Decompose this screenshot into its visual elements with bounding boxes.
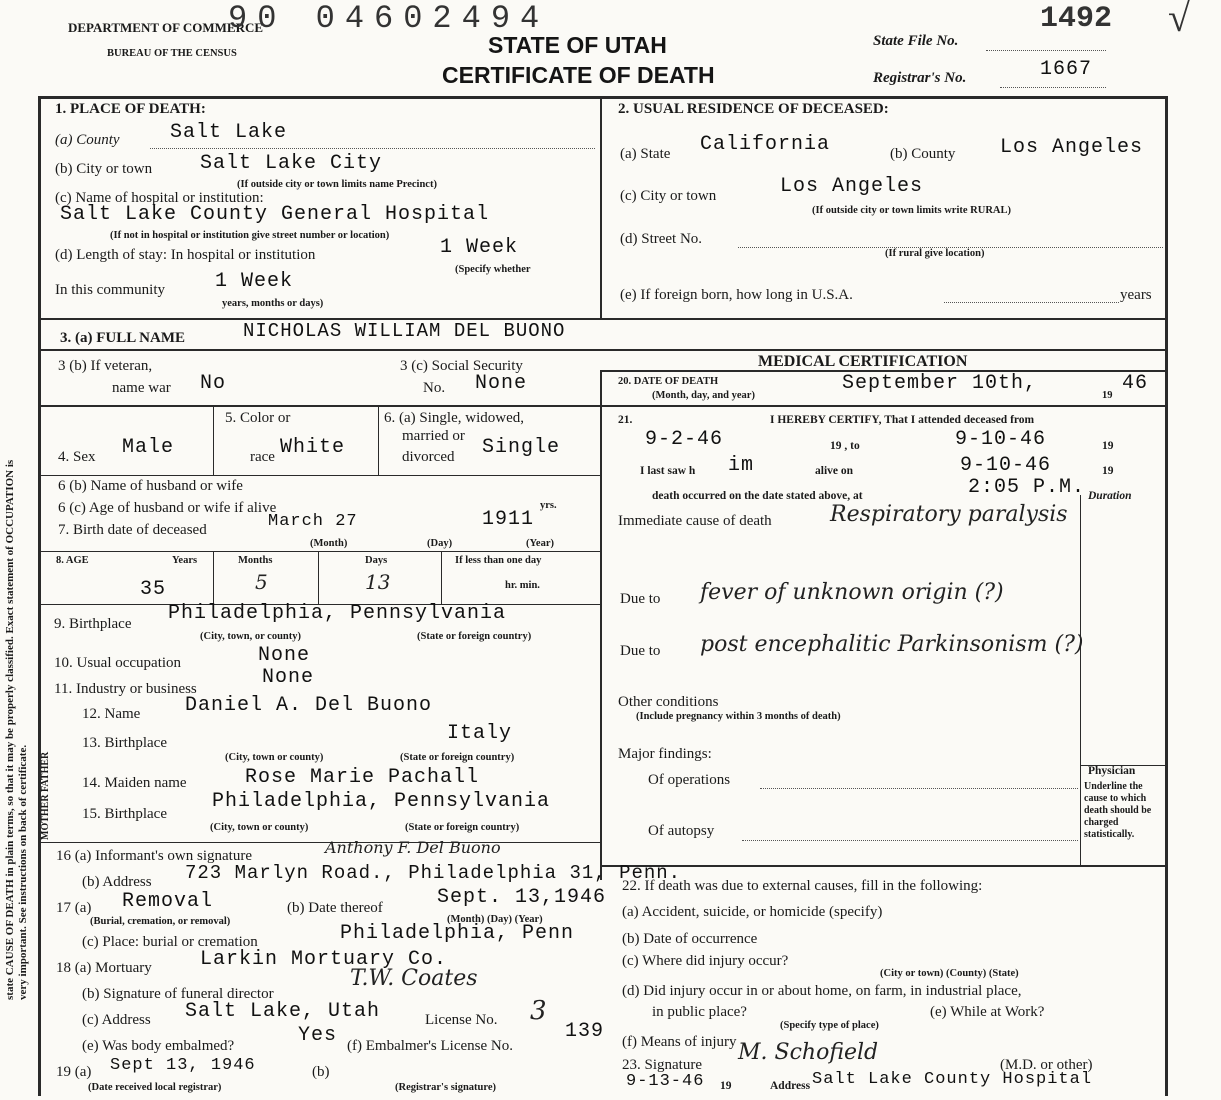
parents-side-label: MOTHER FATHER [40, 751, 51, 840]
dod-year-prefix: 19 [1102, 390, 1113, 401]
rule-below-dod [602, 405, 1165, 407]
age-years: 35 [140, 578, 167, 601]
sex-value: Male [122, 436, 175, 459]
res-foreign-unit: years [1120, 287, 1152, 303]
last-saw-label: I last saw h [640, 465, 696, 477]
dod-caption: (Month, day, and year) [652, 390, 755, 401]
immediate-label: Immediate cause of death [618, 513, 772, 529]
alive-label: alive on [815, 465, 854, 477]
res-city-note: (If outside city or town limits write RURAL) [812, 205, 1011, 216]
birth-label: 7. Birth date of deceased [58, 522, 207, 538]
certify-number: 21. [618, 414, 633, 426]
work-label: (e) While at Work? [930, 1004, 1045, 1020]
age-days: 13 [365, 570, 391, 594]
burial-date: Sept. 13,1946 [437, 886, 607, 909]
days-label: Days [365, 555, 388, 566]
stay-value: 1 Week [440, 236, 519, 259]
signature-year: 19 [720, 1080, 732, 1092]
res-city-value: Los Angeles [780, 175, 924, 198]
rule-above-external [602, 865, 1165, 867]
alive-year-suffix: 19 [1102, 465, 1114, 477]
marital-label-3: divorced [402, 449, 455, 465]
hr-min-label: hr. min. [505, 580, 540, 591]
received-caption: (Date received local registrar) [88, 1082, 222, 1093]
res-county-value: Los Angeles [1000, 136, 1144, 159]
embalmed-value: Yes [298, 1024, 338, 1047]
color-label-1: 5. Color or [225, 410, 291, 426]
immediate-cause: Respiratory paralysis [830, 502, 1068, 527]
mother-bp-value: Philadelphia, Pennsylvania [212, 790, 551, 813]
hospital-note: (If not in hospital or institution give street number or location) [110, 230, 390, 241]
spouse-age-unit: yrs. [540, 500, 557, 511]
burial-method: Removal [122, 890, 214, 913]
res-county-label: (b) County [890, 146, 956, 162]
marital-label-2: married or [402, 428, 465, 444]
month-caption: (Month) [310, 538, 348, 549]
color-value: White [280, 436, 346, 459]
res-state-value: California [700, 133, 831, 156]
veteran-value: No [200, 372, 227, 395]
father-bp-caption-city: (City, town or county) [225, 752, 324, 763]
res-city-label: (c) City or town [620, 188, 717, 204]
certify-text: I HEREBY CERTIFY, That I attended deceased from [770, 414, 1035, 426]
occurred-label: death occurred on the date stated above, at [652, 490, 863, 502]
means-label: (f) Means of injury [622, 1034, 737, 1050]
informant-signature: Anthony F. Del Buono [325, 838, 501, 857]
accident-label: (a) Accident, suicide, or homicide (specify) [622, 904, 883, 920]
dod-year: 46 [1122, 372, 1149, 395]
city-note: (If outside city or town limits name Precinct) [237, 179, 437, 190]
res-street-note: (If rural give location) [885, 248, 985, 259]
external-title: 22. If death was due to external causes, fill in the following: [622, 878, 983, 894]
city-value: Salt Lake City [200, 152, 383, 175]
due2-label: Due to [620, 643, 661, 659]
informant-sig-label: 16 (a) Informant's own signature [56, 848, 252, 864]
margin-note-2: very important. See instructions on back of certificate. [17, 744, 29, 1000]
fd-address-value: Salt Lake, Utah [185, 1000, 381, 1023]
industry-value: None [262, 666, 315, 689]
md-label: (M.D. or other) [1000, 1057, 1093, 1073]
attend-to: 9-10-46 [955, 428, 1047, 451]
community-note: years, months or days) [222, 298, 324, 309]
due1-label: Due to [620, 591, 661, 607]
bureau-label: BUREAU OF THE CENSUS [107, 48, 237, 59]
color-divider [378, 406, 379, 475]
embalmer-label: (f) Embalmer's License No. [347, 1038, 513, 1054]
other-label: Other conditions [618, 694, 719, 710]
operations-label: Of operations [648, 772, 731, 788]
department-label: DEPARTMENT OF COMMERCE [68, 20, 264, 35]
frame-right [1165, 96, 1168, 1096]
check-mark: √ [1168, 0, 1190, 40]
place-title: 1. PLACE OF DEATH: [55, 101, 206, 117]
frame-left [38, 96, 41, 1096]
spouse-age-label: 6 (c) Age of husband or wife if alive [58, 500, 277, 516]
received-date: Sept 13, 1946 [110, 1056, 256, 1075]
bp-city-caption: (City, town, or county) [200, 631, 302, 642]
birth-month-day: March 27 [268, 512, 358, 531]
alive-date: 9-10-46 [960, 454, 1052, 477]
other-caption: (Include pregnancy within 3 months of death) [636, 711, 841, 722]
hospital-label: (c) Name of hospital or institution: [55, 190, 264, 206]
embalmed-label: (e) Was body embalmed? [82, 1038, 235, 1054]
dod-label: 20. DATE OF DEATH [618, 376, 719, 387]
physician-signature: M. Schofield [738, 1040, 879, 1065]
license-label: License No. [425, 1012, 498, 1028]
less-than-day-label: If less than one day [455, 555, 542, 566]
day-caption: (Day) [427, 538, 453, 549]
burial-place-label: (c) Place: burial or cremation [82, 934, 258, 950]
received-label: 19 (a) [56, 1064, 92, 1080]
city-label: (b) City or town [55, 161, 153, 177]
full-name-label: 3. (a) FULL NAME [60, 330, 185, 346]
informant-addr-value: 723 Marlyn Road., Philadelphia 31, Penn. [185, 862, 682, 884]
burial-method-caption: (Burial, cremation, or removal) [90, 916, 231, 927]
occupation-value: None [258, 644, 311, 667]
community-label: In this community [55, 282, 165, 298]
father-name-value: Daniel A. Del Buono [185, 694, 433, 717]
ss-value: None [475, 372, 528, 395]
father-name-label: 12. Name [82, 706, 141, 722]
physician-title: Physician [1088, 765, 1136, 777]
title-certificate: CERTIFICATE OF DEATH [442, 62, 715, 88]
director-label: (b) Signature of funeral director [82, 986, 274, 1002]
birthplace-label: 9. Birthplace [54, 616, 132, 632]
public-label: in public place? [652, 1004, 747, 1020]
stamp-number: 90 04602494 [228, 0, 550, 37]
rule-below-place [41, 318, 1165, 320]
color-label-2: race [250, 449, 275, 465]
signature-address: Salt Lake County Hospital [812, 1070, 1093, 1089]
marital-value: Single [482, 436, 561, 459]
months-label: Months [238, 555, 273, 566]
signature-label: 23. Signature [622, 1057, 702, 1073]
veteran-label-2: name war [112, 380, 171, 396]
mother-maiden-label: 14. Maiden name [82, 775, 187, 791]
county-label: (a) County [55, 132, 120, 148]
father-bp-value: Italy [447, 722, 513, 745]
where-label: (c) Where did injury occur? [622, 953, 789, 969]
death-time: 2:05 P.M. [968, 476, 1086, 499]
residence-title: 2. USUAL RESIDENCE OF DECEASED: [618, 101, 889, 117]
years-label: Years [172, 555, 198, 566]
age-label: 8. AGE [56, 555, 89, 566]
embalmer-value: 139 [565, 1020, 605, 1043]
last-saw-value: im [728, 454, 755, 477]
medical-title: MEDICAL CERTIFICATION [758, 353, 968, 370]
rule-below-sex [41, 475, 600, 476]
full-name-value: NICHOLAS WILLIAM DEL BUONO [243, 320, 566, 342]
stay-note: (Specify whether [455, 264, 531, 275]
attend-from: 9-2-46 [645, 428, 724, 451]
margin-note-1: state CAUSE OF DEATH in plain terms, so that it may be properly classified. Exact statement of OCCUPATION is [4, 459, 16, 1000]
where-caption: (City or town) (County) (State) [880, 968, 1019, 979]
occurrence-date-label: (b) Date of occurrence [622, 931, 758, 947]
informant-addr-label: (b) Address [82, 874, 152, 890]
duration-label: Duration [1088, 490, 1132, 502]
physician-note: Underline the cause to which death should be charged statistically. [1084, 781, 1152, 840]
burial-place: Philadelphia, Penn [340, 922, 575, 945]
veteran-label-1: 3 (b) If veteran, [58, 358, 153, 374]
bp-state-caption: (State or foreign country) [417, 631, 532, 642]
frame-top [38, 96, 1168, 99]
section-divider-mid [600, 370, 602, 880]
res-foreign-label: (e) If foreign born, how long in U.S.A. [620, 287, 853, 303]
registrar-number: 1667 [1040, 58, 1093, 81]
fd-address-label: (c) Address [82, 1012, 151, 1028]
ss-label-1: 3 (c) Social Security [400, 358, 523, 374]
rule-below-veteran [41, 405, 600, 407]
age-divider-2 [318, 552, 319, 604]
dod-value: September 10th, [842, 372, 1038, 395]
mother-maiden-value: Rose Marie Pachall [245, 766, 480, 789]
due1-value: fever of unknown origin (?) [700, 580, 1004, 605]
signature-address-label: Address [770, 1080, 811, 1092]
ss-label-2: No. [423, 380, 446, 396]
industry-label: 11. Industry or business [54, 681, 197, 697]
burial-label: 17 (a) [56, 900, 92, 916]
hospital-value: Salt Lake County General Hospital [60, 203, 490, 226]
signature-date: 9-13-46 [626, 1072, 705, 1091]
spouse-label: 6 (b) Name of husband or wife [58, 478, 243, 494]
mortuary-label: 18 (a) Mortuary [56, 960, 152, 976]
due2-value: post encephalitic Parkinsonism (?) [700, 632, 1084, 657]
birthplace-value: Philadelphia, Pennsylvania [168, 602, 507, 625]
age-months: 5 [255, 570, 268, 594]
attend-to-label: 19 , to [830, 440, 860, 452]
sex-divider [213, 406, 214, 475]
public-caption: (Specify type of place) [780, 1020, 879, 1031]
registrar-sig-caption: (Registrar's signature) [395, 1082, 496, 1093]
mother-bp-caption-state: (State or foreign country) [405, 822, 520, 833]
stay-label: (d) Length of stay: In hospital or institution [55, 247, 316, 263]
title-state: STATE OF UTAH [488, 32, 667, 58]
duration-column [1080, 495, 1081, 865]
father-bp-caption-state: (State or foreign country) [400, 752, 515, 763]
age-divider-1 [213, 552, 214, 604]
birth-year: 1911 [482, 508, 535, 531]
sex-label: 4. Sex [58, 449, 96, 465]
age-divider-3 [441, 552, 442, 604]
rule-below-name [41, 349, 1165, 351]
mother-bp-caption-city: (City, town or county) [210, 822, 309, 833]
license-value: 3 [530, 996, 547, 1026]
year-caption: (Year) [526, 538, 554, 549]
autopsy-label: Of autopsy [648, 823, 715, 839]
father-bp-label: 13. Birthplace [82, 735, 167, 751]
community-value: 1 Week [215, 270, 294, 293]
state-file-label: State File No. [873, 33, 959, 49]
occupation-label: 10. Usual occupation [54, 655, 182, 671]
state-file-number: 1492 [1040, 2, 1113, 36]
registrar-sig-label: (b) [312, 1064, 330, 1080]
burial-date-label: (b) Date thereof [287, 900, 383, 916]
section-divider-top [600, 96, 602, 318]
rule-above-age [41, 551, 600, 552]
attend-year-suffix: 19 [1102, 440, 1114, 452]
res-street-label: (d) Street No. [620, 231, 703, 247]
mortuary-value: Larkin Mortuary Co. [200, 948, 448, 971]
major-findings-label: Major findings: [618, 746, 712, 762]
marital-label-1: 6. (a) Single, widowed, [384, 410, 524, 426]
registrar-label: Registrar's No. [873, 70, 967, 86]
county-value: Salt Lake [170, 121, 288, 144]
director-signature: T.W. Coates [350, 966, 478, 991]
rule-below-parents [41, 842, 600, 843]
mother-bp-label: 15. Birthplace [82, 806, 167, 822]
res-state-label: (a) State [620, 146, 671, 162]
home-label: (d) Did injury occur in or about home, on farm, in industrial place, [622, 983, 1022, 999]
burial-date-caption: (Month) (Day) (Year) [447, 914, 543, 925]
